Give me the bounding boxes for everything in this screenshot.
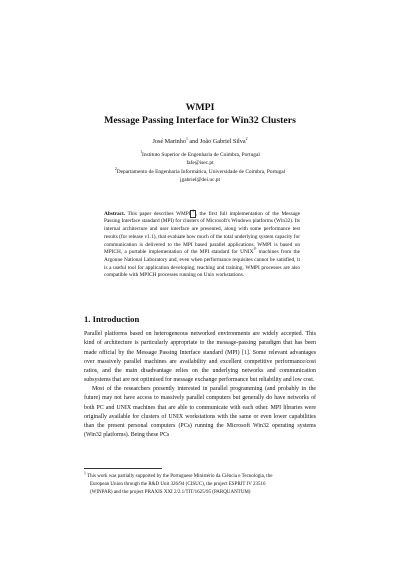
footnote-text: (WINPAR) and the project PRAXIS XXI 2/2.1/TIT/1625/95 (PARQUANTUM) bbox=[90, 490, 251, 496]
author-affil-mark: 1 bbox=[185, 136, 188, 141]
author-name: João Gabriel Silva bbox=[199, 138, 246, 145]
body-paragraph: Parallel platforms based on heterogeneous networked environments are widely accepted. This kind of architecture is particularly appropriate to the message-passing paradigm that has been made official by the Message Passing Interface standard (MPI) [1]. Some relevant advantages over massively parallel machines are availability and excellent competitive performance/cost ratios, and the main disadvantage relies on the underlying networks and communication subsystems that are not optimised for message exchange performance but reliability and low cost. bbox=[84, 331, 316, 384]
abstract-text: machines from the Argonne National Laboratory and, even when performance requisites cannot be satisfied, it is a useful tool for application developing, teaching and training. WMPI processes are also compatible with MPICH processes running on Unix workstations. bbox=[104, 249, 301, 279]
affiliation-name: Instituto Superior de Engenharia de Coimbra, Portugal bbox=[142, 152, 260, 158]
body-paragraph: Most of the researchers presently interested in parallel programming (and probably in the future) may not have access to massively parallel computers but generally do have networks of both PC and UNIX machines that are able to communicate with each other. MPI libraries were originally available for clusters of UNIX workstations with the same or even lower capabilities than the present personal computers (PCs) running the Microsoft Win32 operating systems (Win32 platforms). Being these PCs bbox=[84, 386, 316, 439]
abstract bbox=[104, 210, 300, 280]
affiliation-name: Departamento de Engenharia Informática, Universidade de Coimbra, Portugal bbox=[116, 169, 286, 175]
registered-mark: ® bbox=[253, 247, 257, 252]
footnote-text: This work was partially supported by the Portuguese Ministério da Ciência e Tecnologia, the bbox=[85, 474, 273, 479]
affiliation-email[interactable]: fafe@isec.pt bbox=[186, 159, 214, 166]
author-affil-mark: 2 bbox=[245, 136, 248, 141]
footnote-text: European Union through the R&D Unit 326/94 (CISUC), the project ESPRIT IV 23516 bbox=[90, 482, 266, 488]
affiliation-mark: 2 bbox=[114, 167, 117, 172]
paper-title-line2: Message Passing Interface for Win32 Clusters bbox=[104, 115, 296, 126]
abstract-text: This paper describes WMPI bbox=[125, 210, 191, 217]
author-separator: and bbox=[187, 138, 200, 145]
footnote bbox=[84, 473, 316, 498]
footnote-mark: 1 bbox=[84, 471, 86, 476]
footnote-ref-mark: 1 bbox=[192, 209, 194, 213]
affiliation-mark: 1 bbox=[140, 150, 143, 155]
affiliation-email[interactable]: jgabriel@dei.uc.pt bbox=[180, 176, 220, 183]
author-list bbox=[0, 138, 400, 145]
footnote-divider bbox=[84, 468, 162, 469]
abstract-text: , the first full implementation of the Message Passing Interface standard (MPI) for clusters of Microsoft's Windows platforms (Win32). Its internal architecture and user interface are presented, along with some performance test results (for release v1.1), that evaluate how much of the total underlying system capacity for communication is delivered to the MPI based parallel applications. WMPI is based on MPICH, a portable implementation of the MPI standard for UNIX bbox=[104, 210, 300, 256]
paper-title-line1: WMPI bbox=[185, 102, 215, 113]
author-name: José Marinho bbox=[152, 138, 186, 145]
affiliation bbox=[0, 169, 400, 184]
section-heading: 1. Introduction bbox=[84, 314, 140, 324]
abstract-label: Abstract. bbox=[104, 210, 126, 217]
affiliation bbox=[0, 152, 400, 167]
